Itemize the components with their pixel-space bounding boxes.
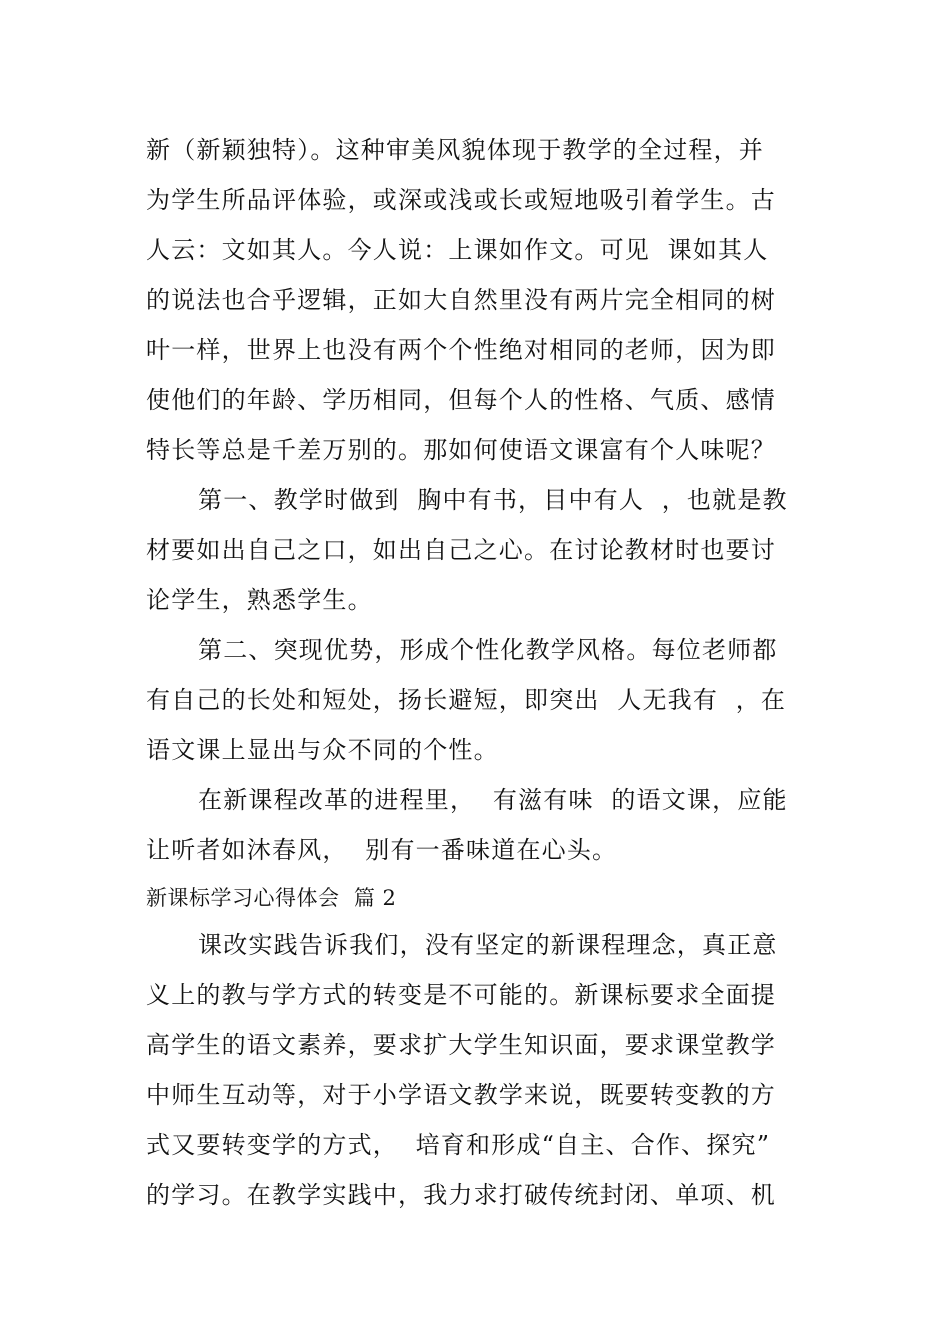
text-line: 中师生互动等，对于小学语文教学来说，既要转变教的方 [146,1081,776,1109]
text-line: 使他们的年龄、学历相同，但每个人的性格、气质、感情 [146,386,776,414]
paragraph-first-line: 在新课程改革的进程里， 有滋有味 的语文课，应能 [198,786,788,814]
text-line: 叶一样，世界上也没有两个个性绝对相同的老师，因为即 [146,336,776,364]
text-line: 的说法也合乎逻辑，正如大自然里没有两片完全相同的树 [146,286,776,314]
text-line: 让听者如沐春风， 别有一番味道在心头。 [146,836,618,864]
text-line: 有自己的长处和短处，扬长避短，即突出 人无我有 ，在 [146,686,787,714]
text-line: 特长等总是千差万别的。那如何使语文课富有个人味呢？ [146,436,776,464]
paragraph-first-line: 课改实践告诉我们，没有坚定的新课程理念，真正意 [198,931,778,959]
text-line: 为学生所品评体验，或深或浅或长或短地吸引着学生。古 [146,186,776,214]
text-line: 的学习。在教学实践中，我力求打破传统封闭、单项、机 [146,1181,776,1209]
text-line: 语文课上显出与众不同的个性。 [146,736,499,764]
text-line: 义上的教与学方式的转变是不可能的。新课标要求全面提 [146,981,776,1009]
text-line: 论学生，熟悉学生。 [146,586,373,614]
text-line: 材要如出自己之口，如出自己之心。在讨论教材时也要讨 [146,536,776,564]
text-line: 高学生的语文素养，要求扩大学生知识面，要求课堂教学 [146,1031,776,1059]
text-line: 人云：文如其人。今人说：上课如作文。可见 课如其人 [146,236,769,264]
section-heading: 新课标学习心得体会 篇 2 [146,886,397,910]
text-line: 新（新颖独特）。这种审美风貌体现于教学的全过程，并 [146,136,764,164]
paragraph-first-line: 第二、突现优势，形成个性化教学风格。每位老师都 [198,636,778,664]
text-line: 式又要转变学的方式， 培育和形成“自主、合作、探究” [146,1131,771,1159]
paragraph-first-line: 第一、教学时做到 胸中有书，目中有人 ，也就是教 [198,486,788,514]
